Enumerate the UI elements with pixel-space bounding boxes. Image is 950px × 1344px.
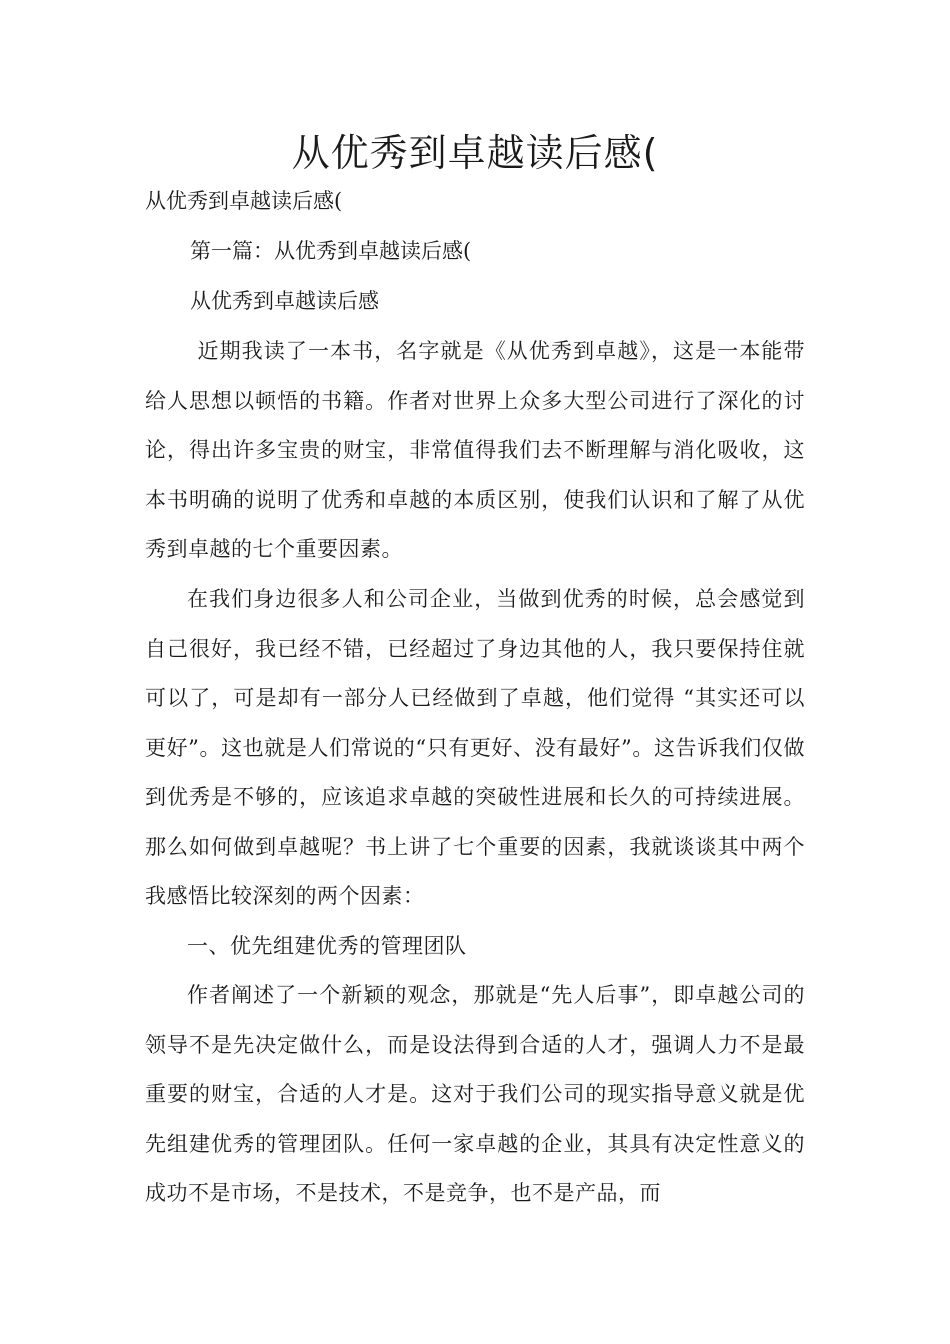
paragraph-people-first: 作者阐述了一个新颖的观念，那就是“先人后事”，即卓越公司的领导不是先决定做什么，而是设法得到合适的人才，强调人力不是最重要的财宝，合适的人才是。这对于我们公司的现实指导意义就是优先组建优秀的管理团队。任何一家卓越的企业，其具有决定性意义的成功不是市场，不是技术，不是竞争，也不是产品，而 <box>145 983 805 1205</box>
section-heading: 第一篇：从优秀到卓越读后感( <box>190 239 472 263</box>
document-subtitle: 从优秀到卓越读后感( <box>145 189 343 213</box>
document-title: 从优秀到卓越读后感( <box>291 131 659 175</box>
article-heading: 从优秀到卓越读后感 <box>190 289 379 313</box>
paragraph-heading-team: 一、优先组建优秀的管理团队 <box>187 934 467 958</box>
paragraph-intro: 近期我读了一本书，名字就是《从优秀到卓越》，这是一本能带给人思想以顿悟的书籍。作者对世界上众多大型公司进行了深化的讨论，得出许多宝贵的财宝，非常值得我们去不断理解与消化吸收，这本书明确的说明了优秀和卓越的本质区别，使我们认识和了解了从优秀到卓越的七个重要因素。 <box>145 339 805 561</box>
paragraph-excellence: 在我们身边很多人和公司企业，当做到优秀的时候，总会感觉到自己很好，我已经不错，已经超过了身边其他的人，我只要保持住就可以了，可是却有一部分人已经做到了卓越，他们觉得 “其实还可以更好”。这也就是人们常说的“只有更好、没有最好”。这告诉我们仅做到优秀是不够的，应该追求卓越的突破性进展和长久的可持续进展。那么如何做到卓越呢？书上讲了七个重要的因素，我就谈谈其中两个我感悟比较深刻的两个因素： <box>145 587 805 908</box>
